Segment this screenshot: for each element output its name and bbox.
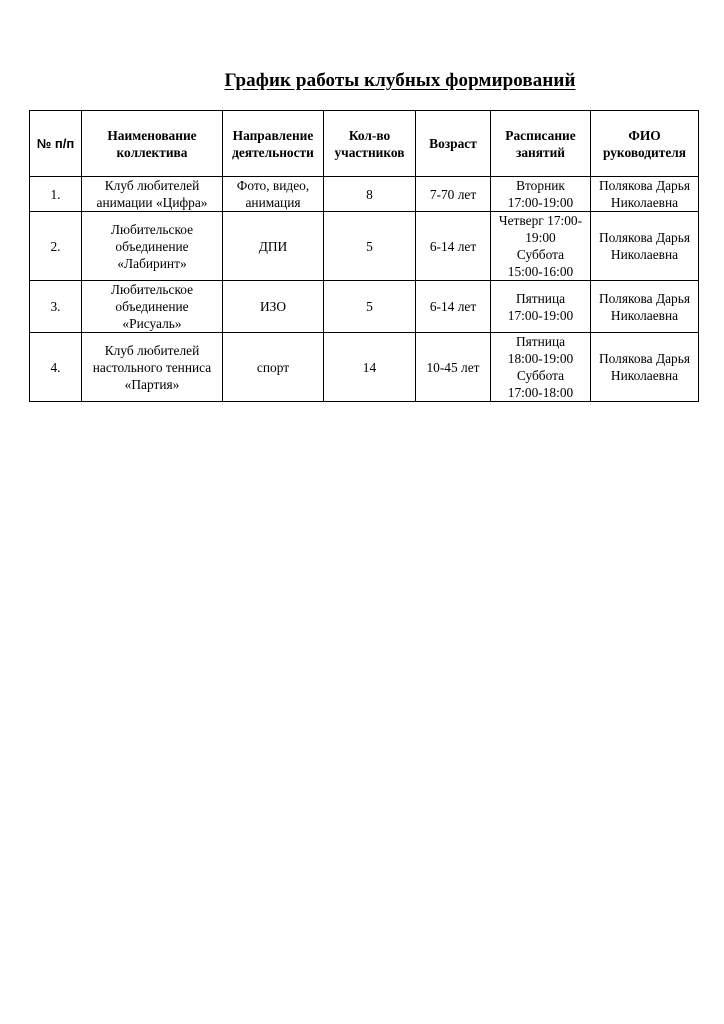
cell-age: 7-70 лет [416,177,491,212]
cell-number: 4. [30,333,82,402]
cell-direction-line: Фото, видео, [236,178,310,193]
cell-schedule-line: Суббота [516,368,565,383]
cell-schedule-line: Четверг 17:00- [498,213,583,228]
header-age-text: Возраст [429,136,477,151]
header-name-line: Наименование [107,127,197,143]
cell-name [82,177,223,212]
cell-name-line: объединение [115,299,189,314]
header-name [82,111,223,177]
cell-name-line: Любительское [110,221,194,237]
header-direction [223,111,324,177]
cell-direction-line: анимация [245,195,301,210]
table-row [30,333,699,402]
cell-name-line: анимации «Цифра» [96,195,208,210]
cell-leader-line: Полякова Дарья [598,290,691,306]
cell-name-line: Любительское [110,282,194,297]
cell-schedule-line: Пятница [515,334,566,349]
cell-schedule-line: 15:00-16:00 [507,264,574,279]
cell-schedule-line: 17:00-19:00 [507,195,574,210]
cell-participants: 5 [324,212,416,281]
cell-leader [591,212,699,281]
cell-age: 6-14 лет [416,281,491,333]
cell-number: 2. [30,212,82,281]
cell-schedule-line: 19:00 [525,230,556,245]
cell-schedule [491,212,591,281]
cell-name [82,281,223,333]
header-leader-line: руководителя [602,144,687,160]
cell-schedule-line: Суббота [516,247,565,262]
cell-leader [591,333,699,402]
cell-leader-line: Полякова Дарья [598,351,691,366]
page-title: График работы клубных формирований [224,70,576,91]
cell-direction [223,281,324,333]
header-age [416,111,491,177]
cell-name-line: Клуб любителей [104,342,200,358]
club-schedule-table [29,110,699,402]
header-direction-line: деятельности [232,144,314,160]
header-participants-line: Кол-во [348,127,391,143]
table-row [30,212,699,281]
cell-direction-line: спорт [256,359,290,375]
cell-schedule-line: Пятница [515,290,566,306]
table-row [30,281,699,333]
header-name-line: коллектива [116,144,188,160]
cell-leader [591,177,699,212]
cell-leader-line: Полякова Дарья [598,230,691,245]
cell-schedule-line: Вторник [516,178,565,193]
header-leader [591,111,699,177]
cell-leader-line: Николаевна [610,195,679,210]
cell-leader [591,281,699,333]
header-schedule [491,111,591,177]
cell-direction [223,177,324,212]
cell-leader-line: Николаевна [610,247,679,262]
header-number-text: № п/п [36,136,75,151]
cell-leader-line: Николаевна [610,307,679,323]
cell-schedule [491,177,591,212]
cell-name-line: «Партия» [124,376,180,392]
cell-name-line: настольного тенниса [92,359,212,375]
header-schedule-line: занятий [515,144,566,160]
header-number [30,111,82,177]
cell-schedule-line: 18:00-19:00 [507,351,574,366]
cell-leader-line: Николаевна [610,368,679,383]
header-participants-line: участников [334,144,405,160]
header-leader-line: ФИО [628,127,661,143]
table-header-row [30,111,699,177]
cell-participants: 8 [324,177,416,212]
cell-name-line: «Рисуаль» [122,316,182,331]
cell-name [82,212,223,281]
cell-leader-line: Полякова Дарья [598,178,691,193]
cell-name-line: «Лабиринт» [117,255,187,271]
cell-schedule-line: 17:00-19:00 [507,307,574,323]
cell-participants: 5 [324,281,416,333]
cell-participants: 14 [324,333,416,402]
cell-number: 3. [30,281,82,333]
cell-schedule [491,333,591,402]
cell-direction-line: ДПИ [258,238,288,254]
cell-direction [223,212,324,281]
cell-schedule [491,281,591,333]
cell-number: 1. [30,177,82,212]
cell-name-line: Клуб любителей [104,178,200,193]
cell-name [82,333,223,402]
table-row [30,177,699,212]
header-direction-line: Направление [232,127,314,143]
cell-age: 10-45 лет [416,333,491,402]
cell-schedule-line: 17:00-18:00 [507,385,574,400]
cell-direction-line: ИЗО [259,299,287,314]
header-schedule-line: Расписание [505,127,576,143]
cell-name-line: объединение [115,238,189,254]
cell-direction [223,333,324,402]
cell-age: 6-14 лет [416,212,491,281]
header-participants [324,111,416,177]
